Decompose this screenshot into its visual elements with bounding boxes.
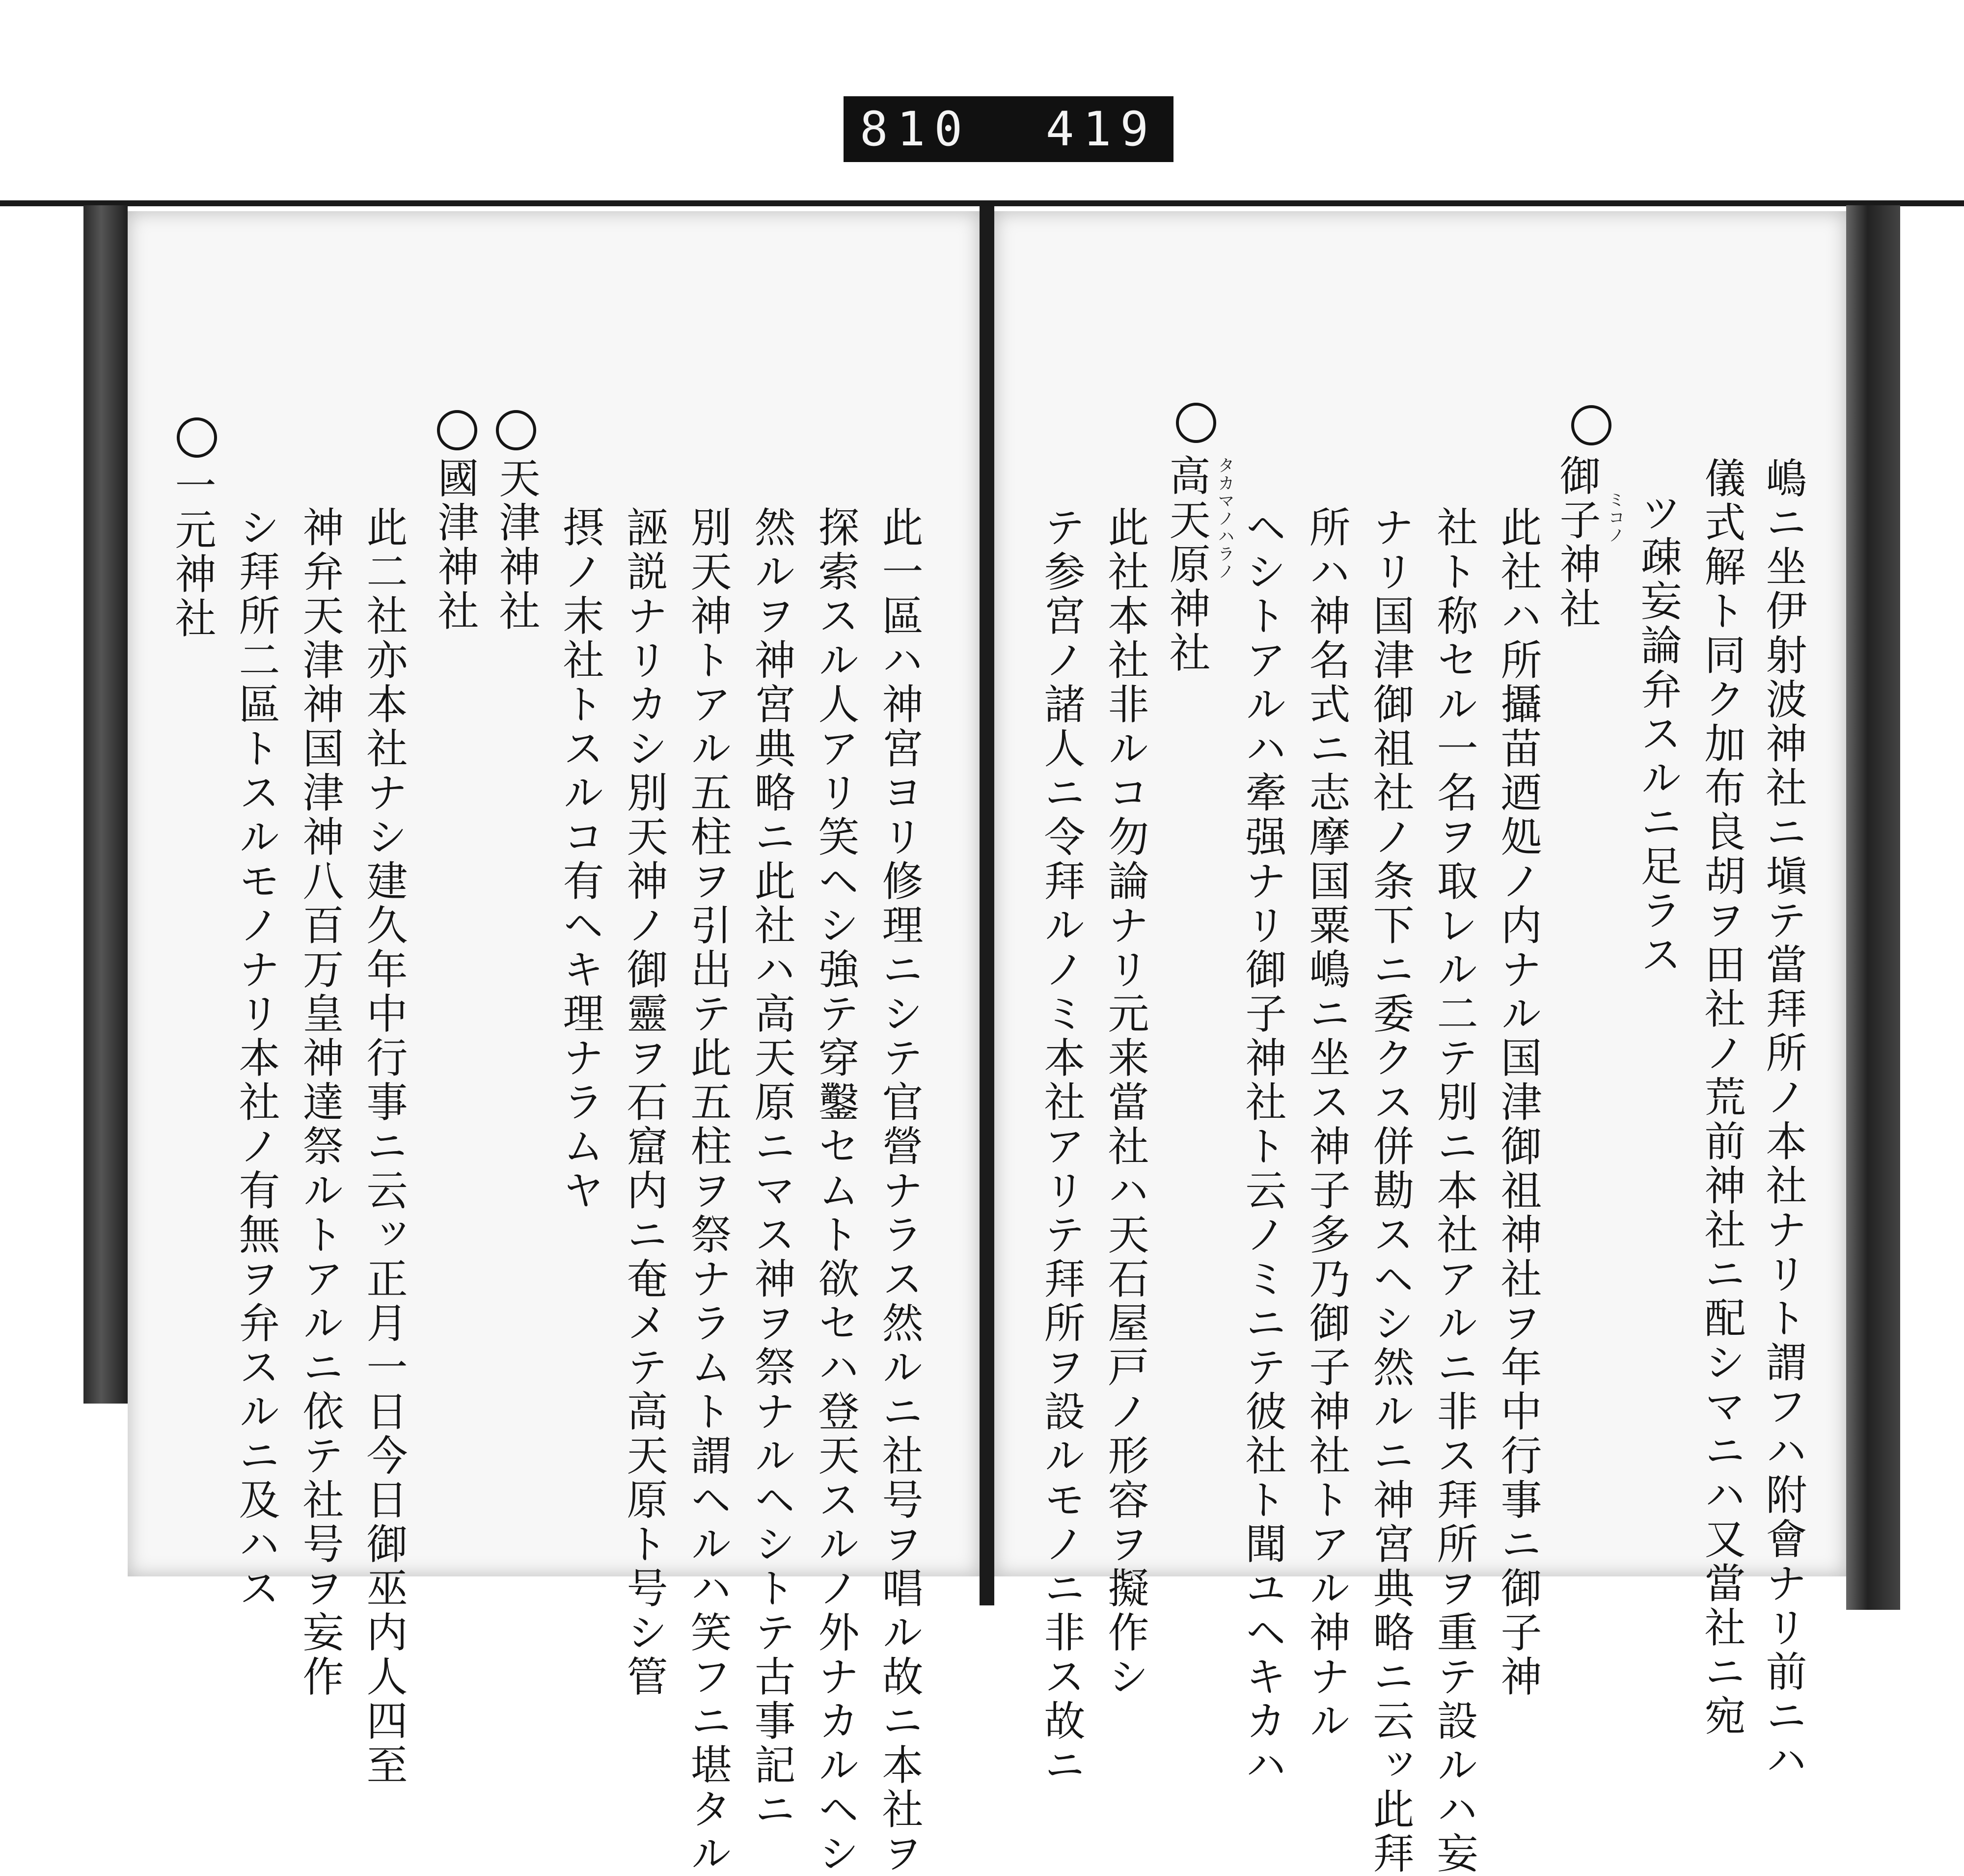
right-text-column-9: ヘシトアルハ牽强ナリ御子神社ト云ノミニテ彼社ト聞ユヘキカハ bbox=[1239, 506, 1287, 1788]
heading-amatsu-shrine: 天津神社 bbox=[492, 457, 541, 634]
left-text-column-5: 誣説ナリカシ別天神ノ御靈ヲ石窟内ニ奄メテ高天原ト号シ管 bbox=[620, 506, 668, 1699]
book-edge-left bbox=[83, 205, 128, 1404]
heading-ichigen-shrine: 一元神社 bbox=[168, 464, 217, 641]
right-text-column-12: テ参宮ノ諸人ニ令拜ルノミ本社アリテ拜所ヲ設ルモノニ非ス故ニ bbox=[1037, 506, 1086, 1788]
right-text-column-11: 此社本社非ルコ勿論ナリ元来當社ハ天石屋戸ノ形容ヲ擬作シ bbox=[1101, 506, 1149, 1699]
archive-number-label: 810 419 bbox=[844, 96, 1173, 162]
section-circle-mark bbox=[496, 410, 536, 450]
left-text-column-1: 此一區ハ神宮ヨリ修理ニシテ官營ナラス然ルニ社号ヲ唱ル故ニ本社ヲ bbox=[875, 506, 924, 1876]
right-text-column-6: 社ト称セル一名ヲ取レル二テ別ニ本社アルニ非ス拜所ヲ重テ設ルハ妄 bbox=[1430, 506, 1478, 1876]
scan-frame-rule bbox=[0, 200, 1964, 206]
left-text-column-9: 此二社亦本社ナシ建久年中行事ニ云ッ正月一日今日御巫内人四至 bbox=[360, 506, 408, 1788]
left-text-column-10: 神弁天津神国津神八百万皇神達祭ルトアルニ依テ社号ヲ妄作 bbox=[296, 506, 344, 1699]
left-text-column-2: 探索スル人アリ笑ヘシ強テ穿鑿セムト欲セハ登天スルノ外ナカルヘシ bbox=[812, 506, 860, 1876]
right-text-column-5: 此社ハ所攝苗迺処ノ内ナル国津御祖神社ヲ年中行事ニ御子神 bbox=[1494, 506, 1542, 1699]
heading-takamanohara-shrine: 高天原神社 bbox=[1163, 454, 1211, 675]
ruby-takamanohara: タカマノハラノ bbox=[1215, 457, 1234, 580]
ruby-miko: ミコノ bbox=[1605, 491, 1625, 544]
right-text-column-1: 嶋ニ坐伊射波神社ニ塡テ當拜所ノ本社ナリト謂フハ附會ナリ前ニハ bbox=[1759, 457, 1807, 1783]
heading-kunitsu-shrine: 國津神社 bbox=[431, 457, 479, 634]
left-text-column-3: 然ルヲ神宮典略ニ此社ハ高天原ニマス神ヲ祭ナルヘシトテ古事記ニ bbox=[748, 506, 796, 1832]
left-text-column-11: シ拜所二區トスルモノナリ本社ノ有無ヲ弁スルニ及ハス bbox=[232, 506, 280, 1611]
section-circle-mark bbox=[437, 410, 477, 450]
book-edge-right bbox=[1846, 205, 1900, 1610]
left-text-column-6: 摂ノ末社トスルコ有ヘキ理ナラムヤ bbox=[556, 506, 604, 1213]
heading-miko-shrine: 御子神社 bbox=[1553, 454, 1601, 631]
right-text-column-7: ナリ国津御祖社ノ条下ニ委クス併勘スヘシ然ルニ神宮典略ニ云ッ此拜 bbox=[1366, 506, 1415, 1876]
left-text-column-4: 別天神トアル五柱ヲ引出テ此五柱ヲ祭ナラムト謂ヘルハ笑フニ堪タル bbox=[684, 506, 732, 1876]
section-circle-mark bbox=[1571, 405, 1611, 445]
right-text-column-2: 儀式解ト同ク加布良胡ヲ田社ノ荒前神社ニ配シマニハ又當社ニ宛 bbox=[1698, 457, 1746, 1738]
section-circle-mark bbox=[177, 417, 217, 458]
section-circle-mark bbox=[1176, 403, 1216, 443]
right-text-column-8: 所ハ神名式ニ志摩国粟嶋ニ坐ス神子多乃御子神社トアル神ナル bbox=[1303, 506, 1351, 1743]
book-gutter bbox=[980, 206, 994, 1605]
right-text-column-3: ツ疎妄論弁スルニ足ラス bbox=[1634, 491, 1682, 977]
